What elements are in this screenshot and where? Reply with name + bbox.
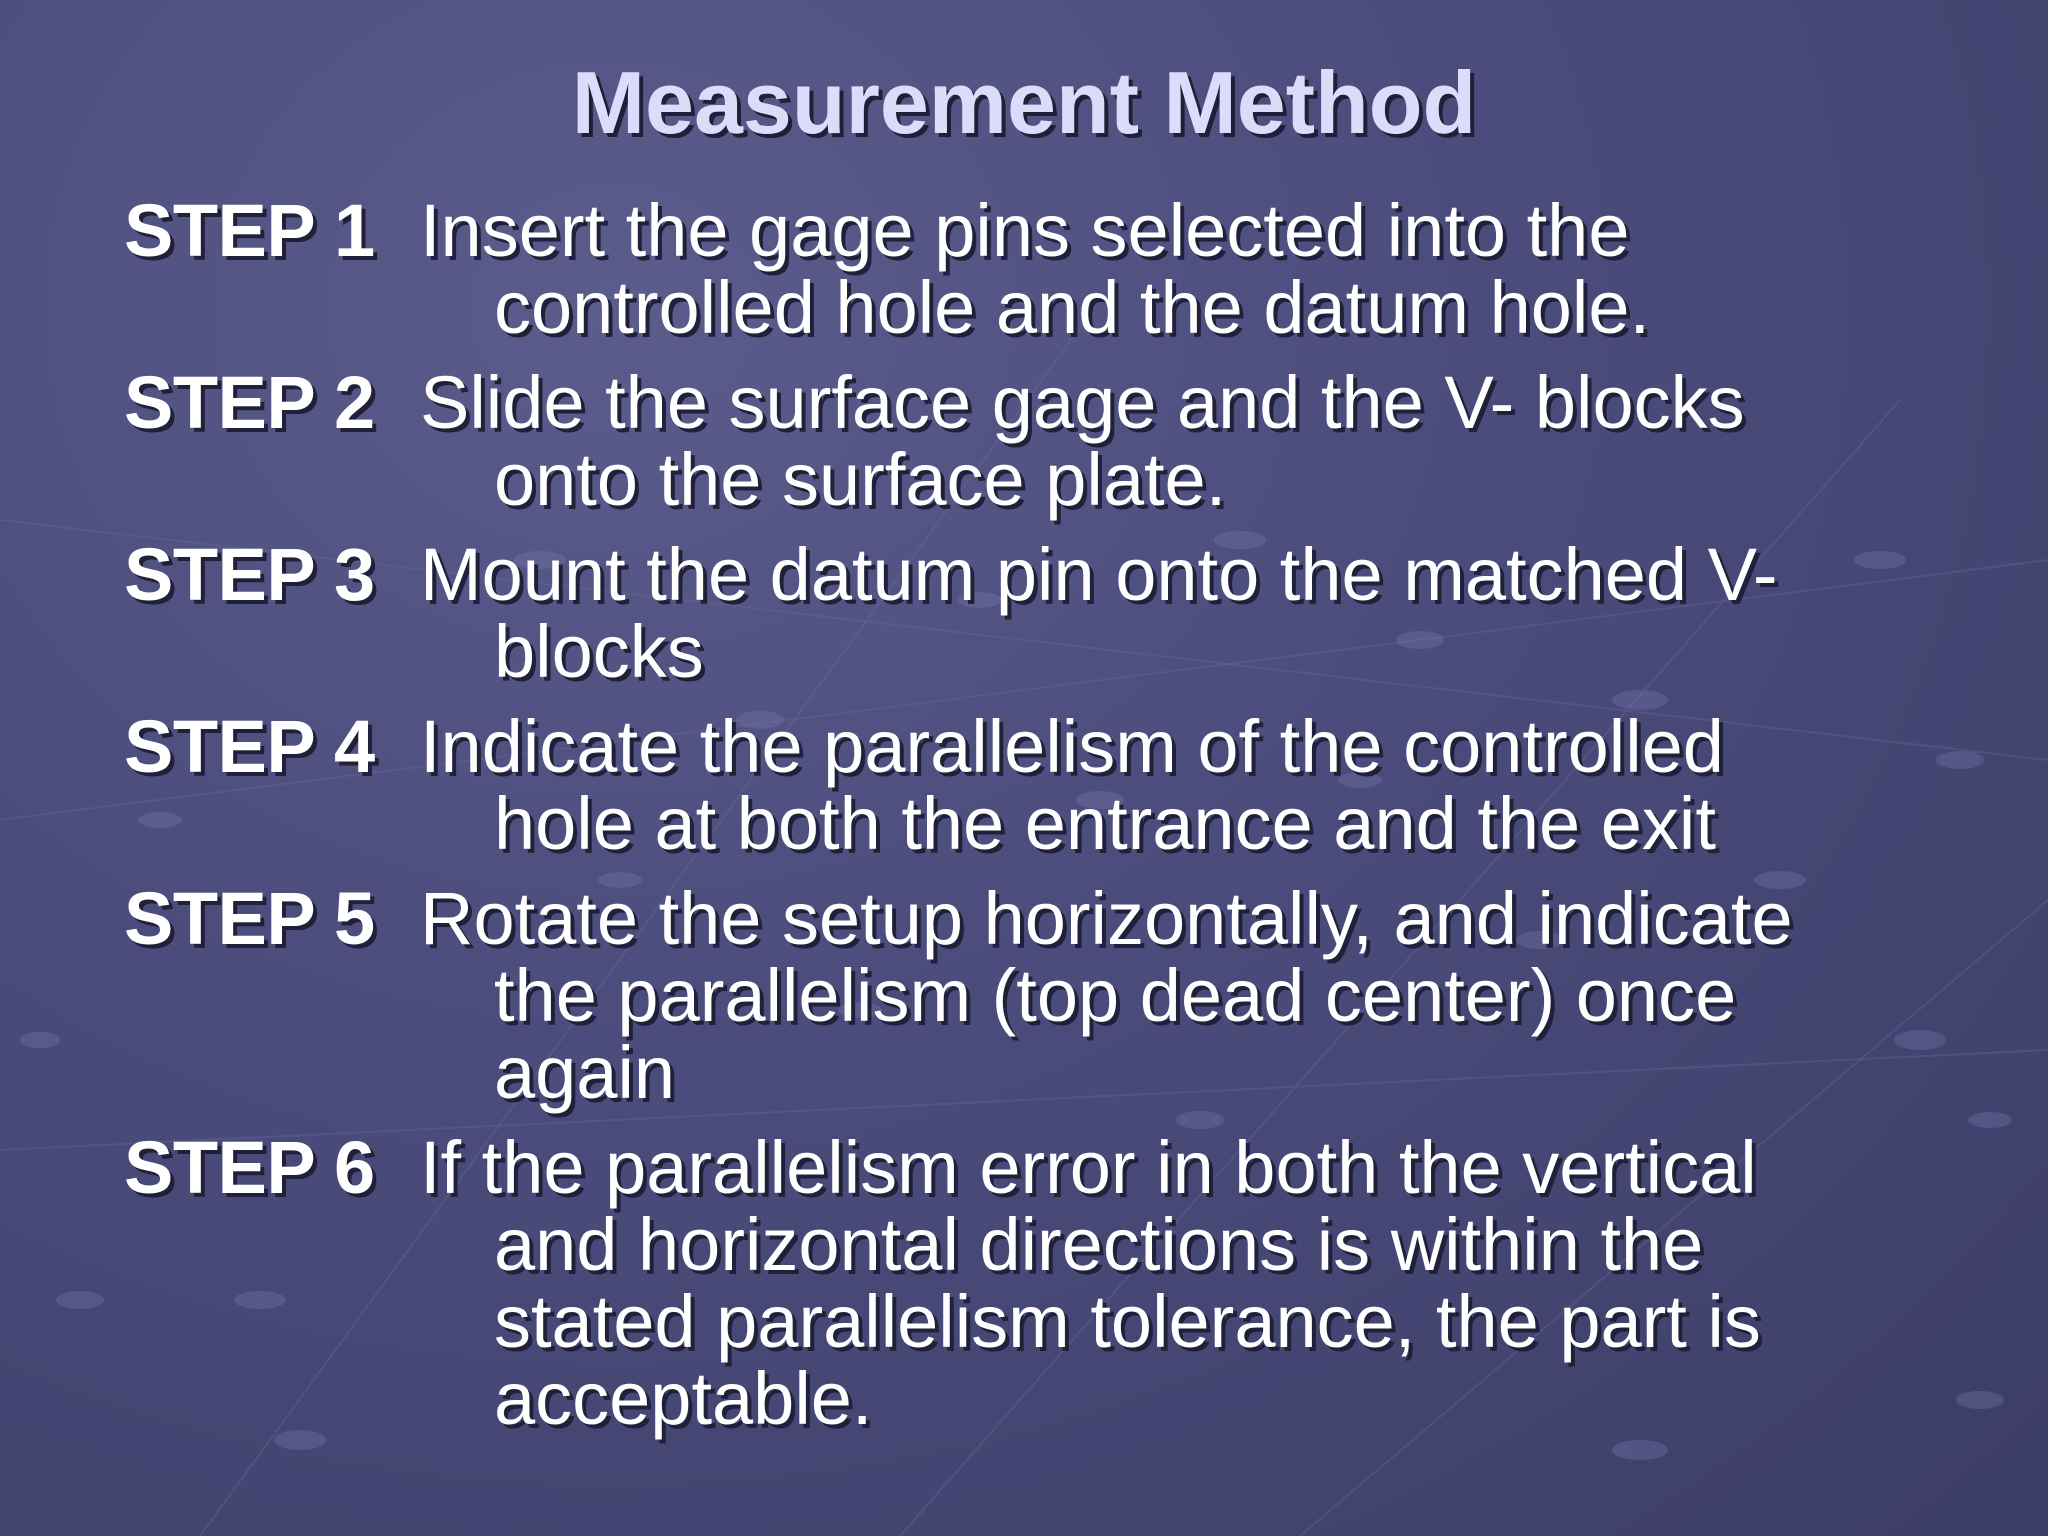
step-text-line: and horizontal directions is within the: [494, 1203, 1704, 1286]
step-text-line: controlled hole and the datum hole.: [494, 266, 1651, 349]
step-3: [124, 533, 2004, 693]
step-label: STEP 5: [124, 877, 375, 960]
step-text-line: the parallelism (top dead center) once: [494, 954, 1737, 1037]
step-5: [124, 877, 2004, 1114]
step-6: [124, 1126, 2004, 1440]
slide-title: Measurement Method: [571, 53, 1477, 152]
step-2: [124, 361, 2004, 521]
step-text-line: blocks: [494, 610, 704, 693]
step-text-line: hole at both the entrance and the exit: [494, 782, 1716, 865]
step-label: STEP 1: [124, 189, 375, 272]
step-label: STEP 2: [124, 361, 375, 444]
step-text-line: Insert the gage pins selected into the: [420, 189, 1630, 272]
step-text-line: Rotate the setup horizontally, and indicate: [420, 877, 1793, 960]
step-4: [124, 705, 2004, 865]
step-text-line: Indicate the parallelism of the controlled: [420, 705, 1724, 788]
step-text-line: Slide the surface gage and the V- blocks: [420, 361, 1745, 444]
step-text-line: Mount the datum pin onto the matched V-: [420, 533, 1778, 616]
step-text-line: again: [494, 1031, 676, 1114]
steps-list: [124, 189, 2004, 1455]
step-text-line: If the parallelism error in both the vertical: [420, 1126, 1757, 1209]
step-text-line: onto the surface plate.: [494, 438, 1227, 521]
step-label: STEP 4: [124, 705, 375, 788]
step-1: [124, 189, 2004, 349]
step-text-line: stated parallelism tolerance, the part is: [494, 1280, 1761, 1363]
step-label: STEP 6: [124, 1126, 375, 1209]
step-label: STEP 3: [124, 533, 375, 616]
step-text-line: acceptable.: [494, 1357, 873, 1440]
